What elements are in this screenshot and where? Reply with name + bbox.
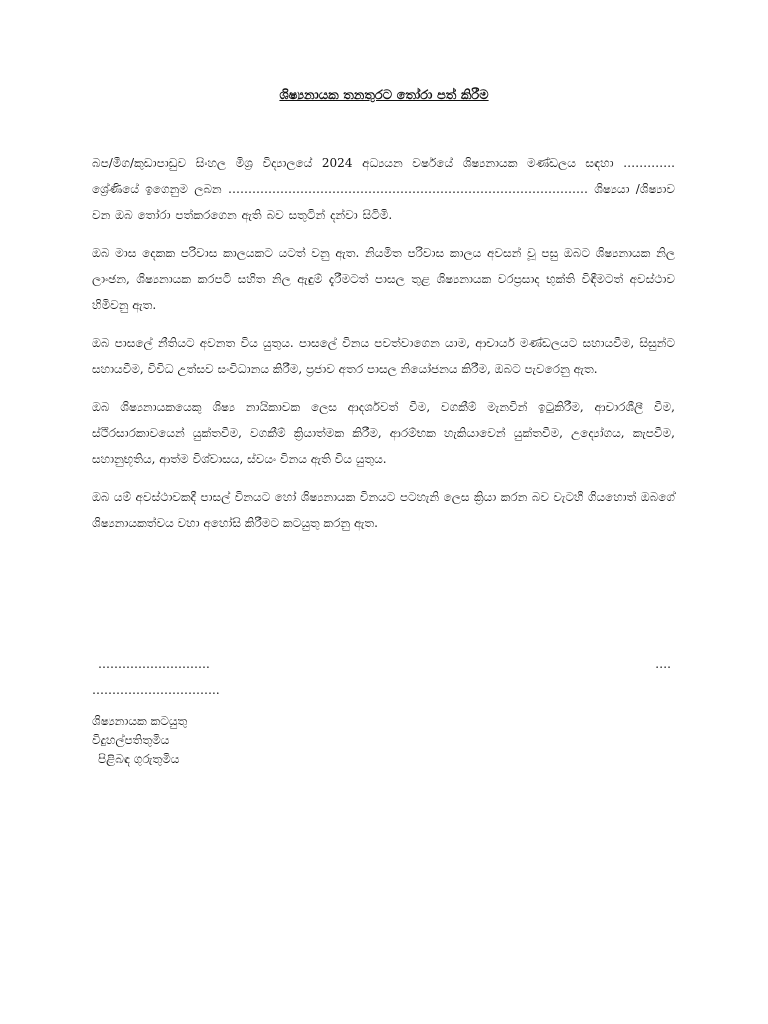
- signature-dots-row: [92, 657, 675, 677]
- signatory-line-3: පිළිබඳ ගුරුතුමිය: [98, 752, 180, 766]
- paragraph-conduct: ඔබ ශිෂ්‍යනායකයෙකු ශිෂ්‍ය නායිකාවක ලෙස ආදර්ශවත් වීම, වගකීම් මැනවින් ඉටුකිරීම, ආචාරශීලී වීම, ස්ථිරසාරකාවයෙන් යුක්තවීම, වගකීම් ක්‍රියාත්මක කිරීම, ආරම්භක හැකියාවෙන් යුක්තවීම, උද්‍යෝගය, කැපවීම, සහානුභූතිය, ආත්ම විශ්වාසය, ස්වයං විනය ඇති විය යුතුය.: [92, 400, 675, 466]
- document-body: [92, 150, 675, 548]
- document-title: ශිෂ්‍යනායක තනතුරට තෝරා පත් කිරීම: [279, 88, 489, 103]
- signatory-line-2: විදුහල්පතිතුමිය: [92, 733, 170, 747]
- signature-dots-right: ….: [655, 657, 671, 671]
- paragraph-probation: ඔබ මාස දෙකක පරිවාස කාලයකට යටත් වනු ඇත. නියමිත පරිවාස කාලය අවසන් වූ පසු ඔබට ශිෂ්‍යනායක නිල ලාංඡන, ශිෂ්‍යනායක කරපටි සහිත නිල ඇඳුම් දැරීමටත් පාසල තුළ ශිෂ්‍යනායක වරප්‍රසාද භුක්ති විඳීමටත් අවස්ථාව හිමිවනු ඇත.: [92, 246, 675, 312]
- signatory-line-1: ශිෂ්‍යනායක කටයුතු: [92, 714, 188, 728]
- paragraph-revocation: ඔබ යම් අවස්ථාවකදී පාසල් විනයට හෝ ශිෂ්‍යනායක විනයට පටහැනි ලෙස ක්‍රියා කරන බව වැටහී ගියහොත් ඔබගේ ශිෂ්‍යනායකත්වය වහා අහෝසි කිරීමට කටයුතු කරනු ඇත.: [92, 490, 675, 530]
- signature-dots-second: …………………………..: [92, 683, 220, 697]
- signatory-block: [92, 712, 187, 769]
- paragraph-duties: ඔබ පාසලේ නීතියට අවනත විය යුතුය. පාසලේ විනය පවත්වාගෙන යාම, ආචාර්ය මණ්ඩලයට සහායවීම, සිසුන්ට සහායවීම, විවිධ උත්සව සංවිධානය කිරීම, ප්‍රජාව අතර පාසල නියෝජනය කිරීම, ඔබට පැවරෙනු ඇත.: [92, 336, 675, 376]
- paragraph-appointment: බප/මීග/කුඩාපාඩුව සිංහල මිශ්‍ර විද්‍යාලයේ 2024 අධ්‍යයන වර්ෂයේ ශිෂ්‍යනායක මණ්ඩලය සඳහා …………. ශ්‍රේණියේ ඉගෙනුම ලබන ……………………………………………………………………………… ශිෂ්‍යයා /ශිෂ්‍යාව වන ඔබ තෝරා පත්කරගෙන ඇති බව සතුටින් දන්වා සිටිමි.: [92, 156, 675, 222]
- signature-dots-left: ……………………….: [98, 657, 210, 671]
